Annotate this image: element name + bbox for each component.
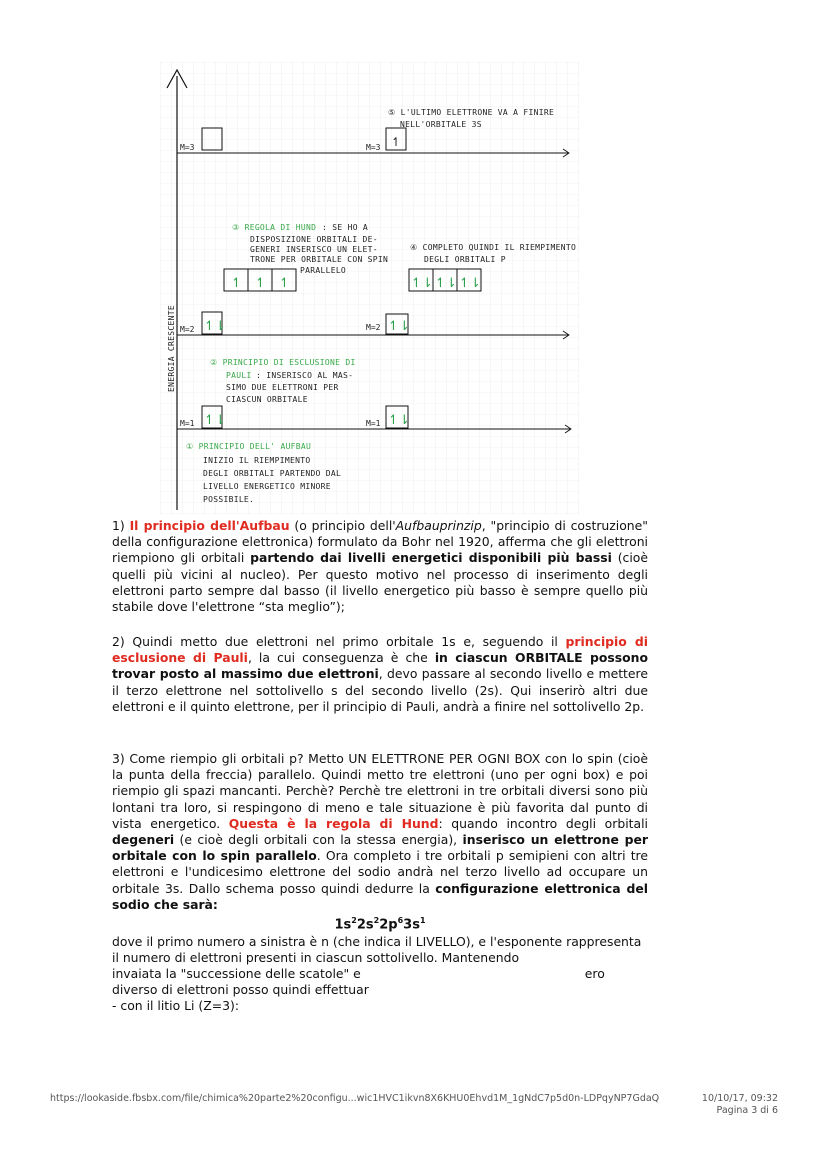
footer-page-number: Pagina 3 di 6: [716, 1105, 778, 1116]
paragraph-pauli: 2) Quindi metto due elettroni nel primo orbitale 1s e, seguendo il principio di esclusione di Pauli, la cui conseguenza è che in ciascun ORBITALE possono trovar posto al massimo due elettroni, devo passare al secondo livello e mettere il terzo elettrone nel sottolivello s del secondo livello (2s). Qui inserirò altri due elettroni e il quinto elettrone, per il principio di Pauli, andrà a finire nel sottolivello 2p.: [112, 634, 648, 714]
note-2-line-3: CIASCUN ORBITALE: [226, 395, 308, 404]
level-label-1-right: M=1: [366, 419, 381, 428]
note-3-line-3: GENERI INSERISCO UN ELET-: [250, 245, 378, 254]
electron-pair-2s-left: ↿⇂: [204, 319, 226, 334]
level-label-3-right: M=3: [366, 143, 381, 152]
note-3-line-2: DISPOSIZIONE ORBITALI DE-: [250, 235, 378, 244]
energy-axis-label: ENERGIA CRESCENTE: [167, 305, 176, 392]
svg-text:↿: ↿: [255, 276, 266, 291]
paragraph-4-line-2a: invaiata la "successione delle scatole" e: [112, 965, 361, 981]
note-1-line-3: LIVELLO ENERGETICO MINORE: [203, 482, 331, 491]
term-pauli: principio di esclusione di Pauli: [112, 634, 648, 666]
note-5-line-1: ⑤ L'ULTIMO ELETTRONE VA A FINIRE: [388, 108, 555, 117]
term-aufbau: Il principio dell'Aufbau: [129, 518, 290, 533]
paragraph-4-line-1: dove il primo numero a sinistra è n (che indica il LIVELLO), e l'esponente rappresenta il numero di elettroni presenti in ciascun sottolivello. Mantenendo: [112, 933, 642, 965]
note-3-title: ③ REGOLA DI HUND: [232, 223, 317, 232]
level-label-2: M=2: [180, 325, 195, 334]
electron-pair-1s-right: ↿⇂: [388, 413, 410, 428]
paragraph-hund: 3) Come riempio gli orbitali p? Metto UN ELETTRONE PER OGNI BOX con lo spin (cioè la punta della freccia) parallelo. Quindi metto tre elettroni (uno per ogni box) e poi riempio gli spazi mancanti. Perchè? Perchè tre elettroni in tre orbitali diversi sono più lontani tra loro, si respingono di meno e tale situazione è più favorita dal punto di vista energetico. Questa è la regola di Hund: quando incontro degli orbitali degeneri (e cioè degli orbitali con la stessa energia), inserisco un elettrone per orbitale con lo spin parallelo. Ora completo i tre orbitali p semipieni con altri tre elettroni e l'undicesimo elettrone del sodio andrà nel terzo livello ad occupare un orbitale 3s. Dallo schema posso quindi dedurre la configurazione elettronica del sodio che sarà: $1s^22s^22p^63s^1$ dove il primo numero a sinistra è n (che indica il LIVELLO), e l'esponente rappresenta il numero di elettroni presenti in ciascun sottolivello. Mantenendo invaiata la "successione delle scatole" e ero diverso di elettroni posso quindi effettuar - con il litio Li (Z=3):: [112, 751, 649, 1014]
footer-url[interactable]: https://lookaside.fbsbx.com/file/chimica%20parte2%20configu...wic1HVC1ikvn8X6KHU0Ehvd1M_1gNdC7p5d0n-LDPqyNP7GdaQ: [50, 1093, 660, 1104]
note-5-line-2: NELL'ORBITALE 3S: [400, 120, 482, 129]
level-label-1: M=1: [180, 419, 195, 428]
svg-text:↿⇂: ↿⇂: [459, 276, 481, 291]
paragraph-4-line-3: diverso di elettroni posso quindi effettuar: [112, 982, 369, 998]
paragraph-4-line-2b: ero: [584, 965, 605, 981]
note-2-title-1: ② PRINCIPIO DI ESCLUSIONE DI: [210, 358, 356, 367]
note-4-line-2: DEGLI ORBITALI P: [424, 255, 506, 264]
note-2-title-2: PAULI: [226, 371, 252, 380]
paragraph-4-line-4: - con il litio Li (Z=3):: [112, 998, 240, 1014]
footer-meta: [702, 1093, 778, 1117]
note-2-line-1: : INSERISCO AL MAS-: [256, 371, 354, 380]
note-1-line-2: DEGLI ORBITALI PARTENDO DAL: [203, 469, 342, 478]
note-1-line-1: INIZIO IL RIEMPIMENTO: [203, 456, 311, 465]
footer-datetime: 10/10/17, 09:32: [701, 1093, 778, 1104]
note-3-line-5: PARALLELO: [300, 266, 347, 275]
note-3-line-1: : SE HO A: [322, 223, 369, 232]
term-hund: Questa è la regola di Hund: [228, 815, 439, 831]
note-3-line-4: TRONE PER ORBITALE CON SPIN: [250, 255, 389, 264]
electron-3s: ↿: [391, 135, 402, 149]
level-label-2-right: M=2: [366, 323, 381, 332]
svg-text:↿⇂: ↿⇂: [435, 276, 457, 291]
electrons-2p-full: ↿⇂: [411, 276, 433, 291]
note-1-title: ① PRINCIPIO DELL' AUFBAU: [186, 442, 312, 451]
svg-text:↿: ↿: [279, 276, 290, 291]
sodium-configuration: $1s^22s^22p^63s^1$: [334, 916, 426, 933]
electrons-2p-half: ↿: [231, 276, 242, 291]
electron-pair-1s-left: ↿⇂: [204, 413, 226, 428]
note-4-line-1: ④ COMPLETO QUINDI IL RIEMPIMENTO: [410, 243, 577, 252]
diagram-svg: [160, 62, 580, 514]
paragraph-aufbau: 1) Il principio dell'Aufbau (o principio dell'Aufbauprinzip, "principio di costruzione" della configurazione elettronica) formulato da Bohr nel 1920, afferma che gli elettroni riempiono gli orbitali partendo dai livelli energetici disponibili più bassi (cioè quelli più vicini al nucleo). Per questo motivo nel processo di inserimento degli elettroni parto sempre dal basso (il livello energetico più basso è sempre quello più stabile dove l'elettrone “sta meglio”);: [112, 518, 648, 615]
note-1-line-4: POSSIBILE.: [203, 495, 255, 504]
level-label-3: M=3: [180, 143, 195, 152]
electron-pair-2s-right: ↿⇂: [388, 319, 410, 334]
note-2-line-2: SIMO DUE ELETTRONI PER: [226, 383, 339, 392]
aufbau-diagram: [160, 62, 580, 514]
